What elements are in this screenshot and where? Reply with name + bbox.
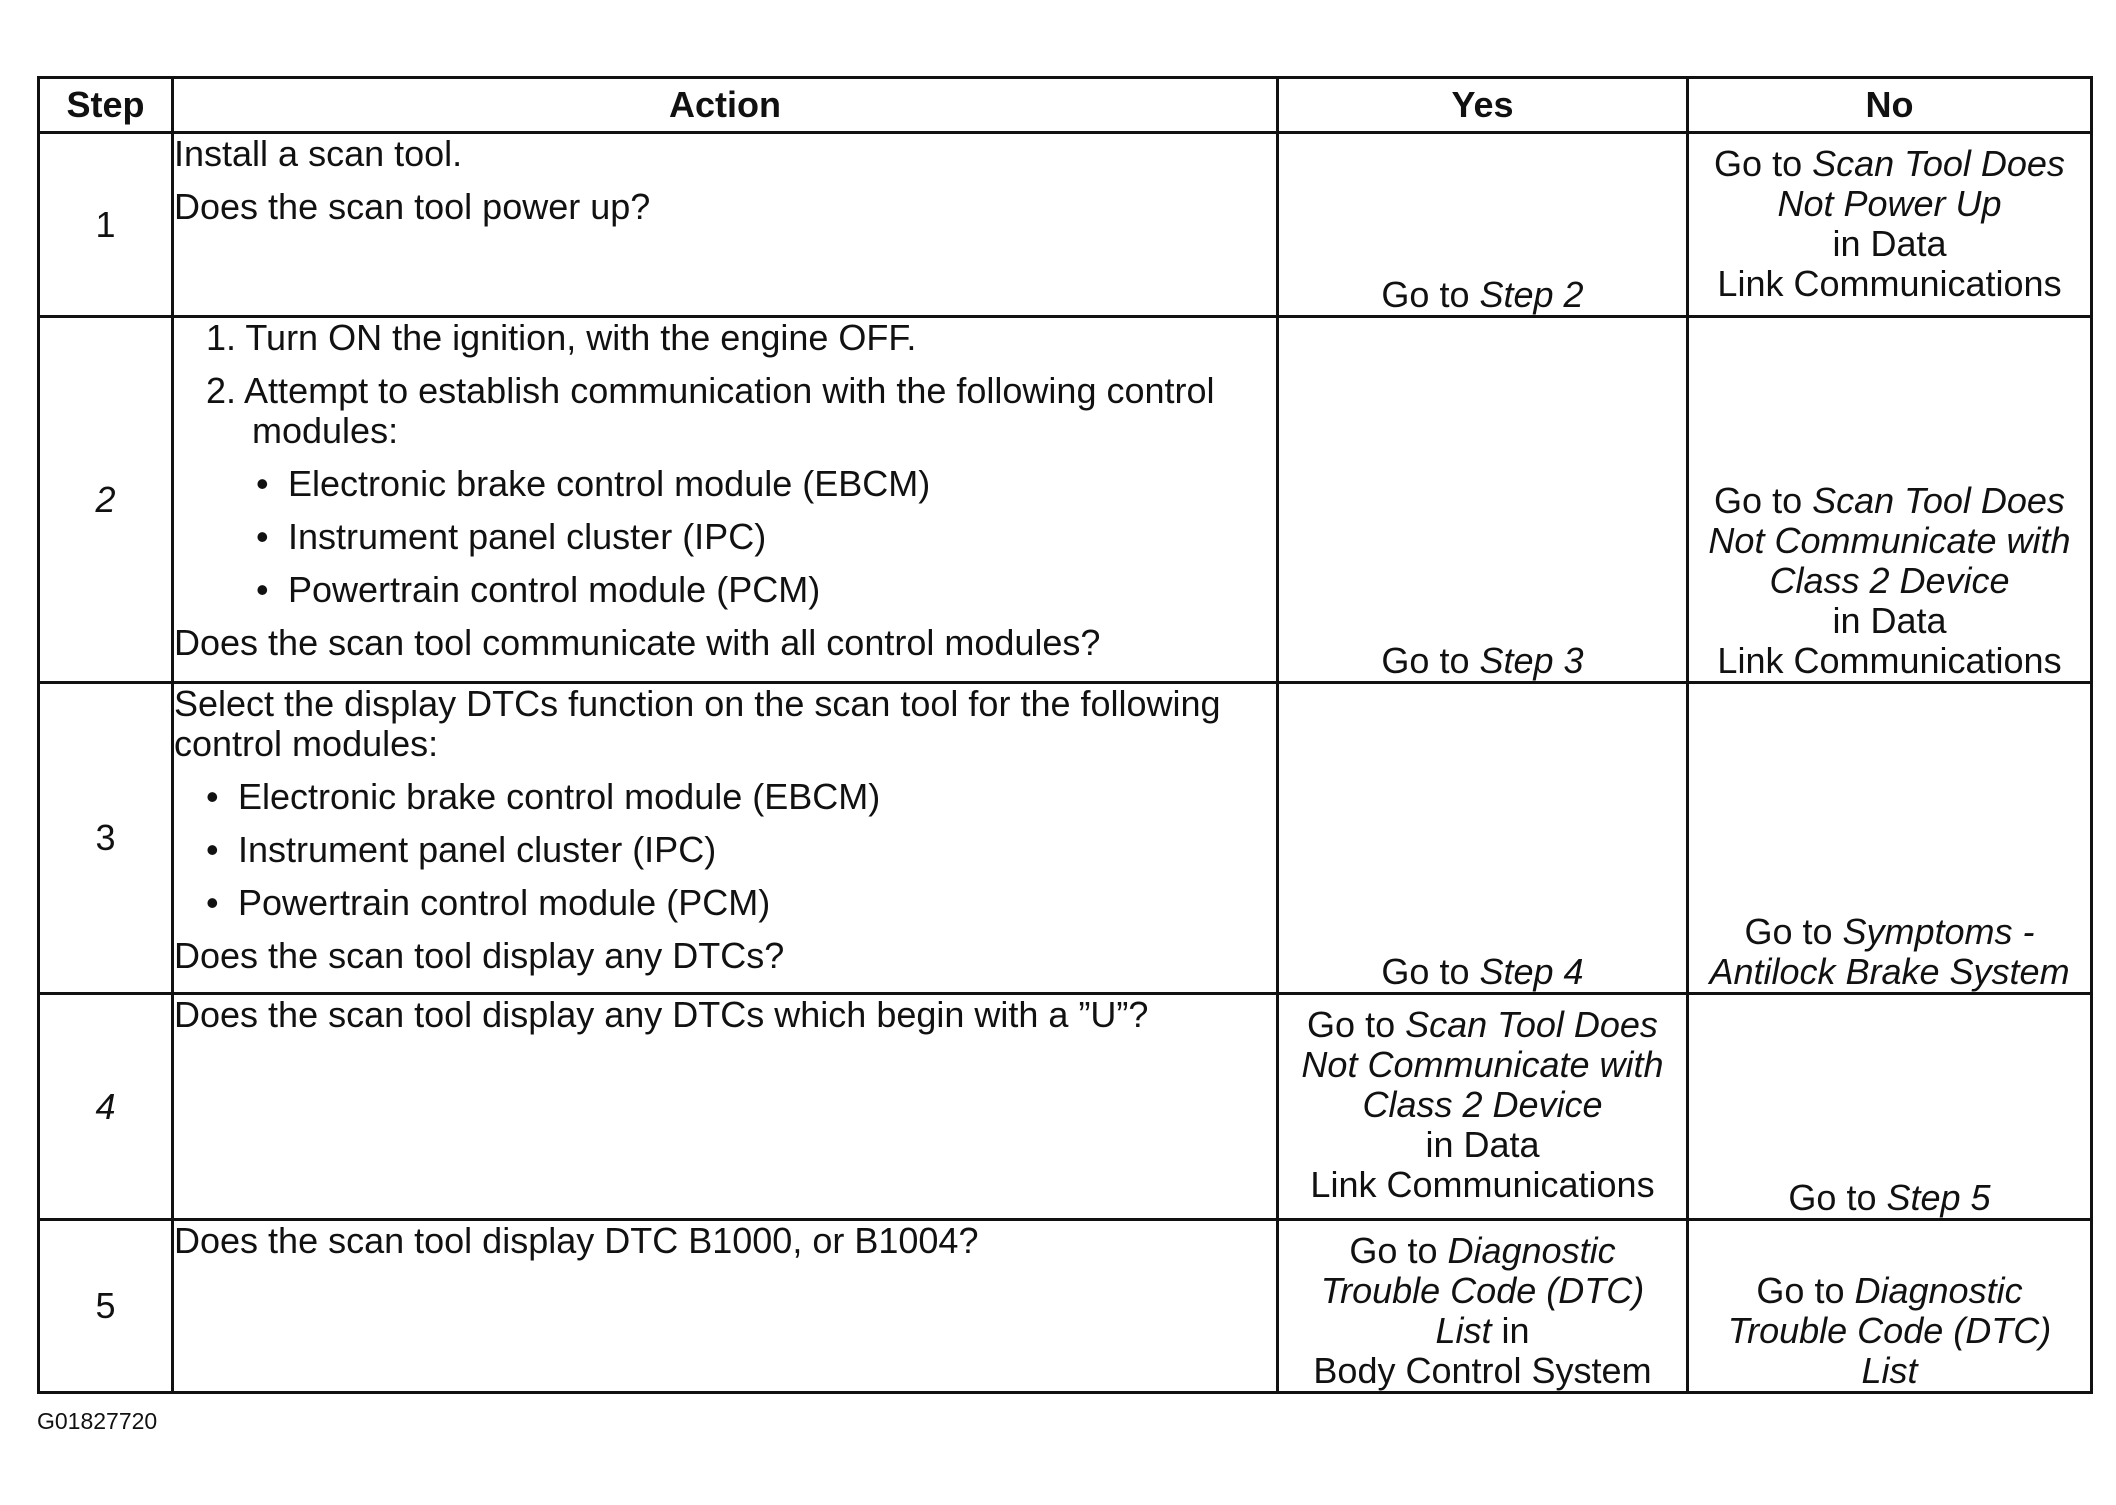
step-number: 3 (39, 683, 173, 994)
no-prefix: Go to (1714, 143, 1813, 184)
bullet-item: • Instrument panel cluster (IPC) (206, 830, 1276, 870)
yes-cell (1278, 317, 1688, 683)
table-row (39, 317, 2092, 683)
action-cell (173, 317, 1278, 683)
header-no: No (1688, 78, 2092, 133)
header-action: Action (173, 78, 1278, 133)
header-row (39, 78, 2092, 133)
no-ref-link[interactable]: Not Power Up (1777, 183, 2002, 224)
item-number: 1. (206, 317, 237, 358)
numbered-item (206, 318, 1276, 358)
table-row (39, 133, 2092, 317)
yes-location: in Data (1425, 1124, 1540, 1165)
action-cell (173, 133, 1278, 317)
no-cell (1688, 1220, 2092, 1393)
no-ref-link[interactable]: Diagnostic (1854, 1270, 2023, 1311)
yes-ref-link[interactable]: List (1435, 1310, 1492, 1351)
table-row (39, 1220, 2092, 1393)
step-number: 1 (39, 133, 173, 317)
no-ref-link[interactable]: Scan Tool Does (1812, 143, 2065, 184)
action-cell (173, 683, 1278, 994)
no-location: Link Communications (1717, 263, 2062, 304)
no-location: Link Communications (1717, 640, 2062, 681)
yes-location: Link Communications (1310, 1164, 1655, 1205)
step-number: 2 (39, 317, 173, 683)
yes-location: Body Control System (1313, 1350, 1652, 1391)
question-text: Does the scan tool communicate with all control modules? (174, 622, 1101, 663)
no-ref-link[interactable]: Scan Tool Does (1812, 480, 2065, 521)
no-ref-link[interactable]: Not Communicate with (1708, 520, 2071, 561)
no-cell (1688, 133, 2092, 317)
question-text: Does the scan tool display any DTCs? (174, 935, 785, 976)
yes-ref-link[interactable]: Scan Tool Does (1405, 1004, 1658, 1045)
yes-step-link[interactable]: Step 3 (1479, 640, 1584, 681)
table-row (39, 683, 2092, 994)
question-text: Does the scan tool display DTC B1000, or B1004? (174, 1220, 979, 1261)
no-cell (1688, 683, 2092, 994)
figure-id: G01827720 (37, 1408, 158, 1434)
no-location: in Data (1832, 223, 1947, 264)
intro-text: Select the display DTCs function on the scan tool for the following control modules: (174, 683, 1221, 764)
table-row (39, 994, 2092, 1220)
step-number: 5 (39, 1220, 173, 1393)
no-ref-link[interactable]: Class 2 Device (1769, 560, 2010, 601)
header-step: Step (39, 78, 173, 133)
yes-step-link[interactable]: Step 4 (1479, 951, 1584, 992)
no-ref-link[interactable]: Trouble Code (DTC) (1727, 1310, 2052, 1351)
yes-cell (1278, 133, 1688, 317)
action-line: Does the scan tool power up? (174, 186, 651, 227)
no-ref-link[interactable]: List (1861, 1350, 1918, 1391)
yes-ref-link[interactable]: Diagnostic (1447, 1230, 1616, 1271)
yes-cell (1278, 994, 1688, 1220)
action-cell (173, 1220, 1278, 1393)
yes-ref-link[interactable]: Class 2 Device (1362, 1084, 1603, 1125)
yes-prefix: Go to (1381, 640, 1480, 681)
yes-prefix: Go to (1307, 1004, 1406, 1045)
no-step-link[interactable]: Step 5 (1886, 1177, 1991, 1218)
yes-prefix: Go to (1381, 274, 1480, 315)
bullet-item: • Powertrain control module (PCM) (206, 883, 1276, 923)
action-line: Install a scan tool. (174, 133, 463, 174)
no-location: in Data (1832, 600, 1947, 641)
action-cell (173, 994, 1278, 1220)
yes-prefix: Go to (1381, 951, 1480, 992)
no-ref-link[interactable]: Antilock Brake System (1709, 951, 2070, 992)
bullet-item: • Electronic brake control module (EBCM) (256, 464, 1276, 504)
yes-ref-link[interactable]: Trouble Code (DTC) (1320, 1270, 1645, 1311)
diagnostic-table (37, 76, 2093, 1394)
numbered-item (206, 371, 1276, 451)
bullet-item: • Electronic brake control module (EBCM) (206, 777, 1276, 817)
yes-cell (1278, 1220, 1688, 1393)
yes-prefix: Go to (1349, 1230, 1448, 1271)
yes-step-link[interactable]: Step 2 (1479, 274, 1584, 315)
question-text: Does the scan tool display any DTCs which begin with a ”U”? (174, 994, 1149, 1035)
no-prefix: Go to (1714, 480, 1813, 521)
item-text: Attempt to establish communication with the following control modules: (244, 370, 1215, 451)
item-number: 2. (206, 370, 237, 411)
no-cell (1688, 317, 2092, 683)
bullet-item: • Powertrain control module (PCM) (256, 570, 1276, 610)
no-cell (1688, 994, 2092, 1220)
yes-location: in (1491, 1310, 1530, 1351)
no-prefix: Go to (1744, 911, 1843, 952)
item-text: Turn ON the ignition, with the engine OFF. (245, 317, 917, 358)
header-yes: Yes (1278, 78, 1688, 133)
bullet-item: • Instrument panel cluster (IPC) (256, 517, 1276, 557)
step-number: 4 (39, 994, 173, 1220)
no-ref-link[interactable]: Symptoms - (1842, 911, 2035, 952)
yes-ref-link[interactable]: Not Communicate with (1301, 1044, 1664, 1085)
no-prefix: Go to (1788, 1177, 1887, 1218)
no-prefix: Go to (1756, 1270, 1855, 1311)
yes-cell (1278, 683, 1688, 994)
